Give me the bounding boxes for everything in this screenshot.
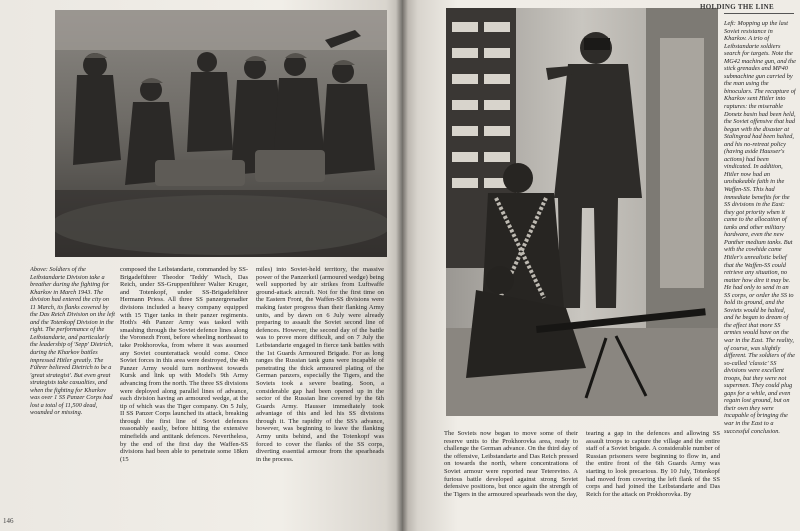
left-body-column-2: miles) into Soviet-held territory, the massive power of the Panzerkeil (armoured wedge) being well supported by air strikes from Luftwaffe ground-attack aircraft. Not for the first time on the Eastern Front, the Waffen-SS divisions were making faster progress than their flanking Army units, and by dawn on 6 July were already preparing to assault the Soviet second line of defences. However, the second day of the battle was to prove more difficult, and on 7 July the Leibstandarte engaged in fierce tank battles with the 1st Guards Armoured Brigade. For as long ranges the Russian tank guns were incapable of penetrating the thick armoured plating of the German panzers, especially the Tigers, and the Soviets took a severe beating. Soon, a considerable gap had been opened up in the sector of the Russian line covered by the 6th Guards Army. Hausser immediately took advantage of this and led his SS divisions through it. The rapidity of the SS's advance, however, was beginning to leave the flanking Army units behind, and the Totenkopf was forced to cover the flanks of the SS corps, diverting essential armour from the spearheads in the process. — [256, 266, 384, 463]
soldiers-resting-photo — [55, 10, 387, 257]
book-gutter — [396, 0, 408, 531]
left-body-column-1: composed the Leibstandarte, commanded by SS-Brigadeführer Theodor 'Teddy' Wisch, Das Reich, under SS-Gruppenführer Walter Kruger, and Totenkopf, under SS-Brigadeführer Hermann Priess. All three SS panzergrenadier divisions included a heavy company equipped with 15 Tiger tanks in their panzer regiments. Hoth's 4th Panzer Army was tasked with smashing through the Soviet defence lines along the Voronezh Front, before wheeling northeast to take Prokhorovka, from where it was assumed any Soviet counterattack would come. Once Soviet forces in this area were destroyed, the 4th Panzer Army would turn northwest towards Kursk and link up with Model's 9th Army advancing from the north. The three SS divisions were deployed along parallel lines of advance, each division having an armoured wedge, at the tip of which was the Tiger company. On 5 July, II SS Panzer Corps launched its attack, breaking through the first line of Soviet defences reasonably easily, before hitting the extensive minefields and antitank defences. Nevertheless, by the end of the first day the Waffen-SS divisions had been able to penetrate some 18km (15 — [120, 266, 248, 463]
running-header: HOLDING THE LINE — [700, 3, 774, 11]
right-page — [402, 0, 800, 531]
right-photo-caption: Left: Mopping up the last Soviet resistance in Kharkov. A trio of Leibstandarte soldiers search for targets. Note the MG42 machine gun, and the stick grenades and MP40 submachine gun carried by the man using the binoculars. The recapture of Kharkov sent Hitler into raptures: the miserable Donetz basin had been held, the Soviet offensive that had begun with the disaster at Stalingrad had been halted, and his no-retreat policy (having aside Hausser's actions) had been vindicated. In addition, Hitler now had an unshakeable faith in the Waffen-SS. This had immediate benefits for the SS divisions in the East: they got priority when it came to the allocation of tanks and other military hardware, even the new Panther medium tanks. But with the cowhide came Hitler's unrealistic belief that the Waffen-SS could retrieve any situation, no matter how dire it may be. He had only to send in an SS corps, or order the SS to hold its ground, and the Soviets would be halted, and he began to dream of the effect that more SS armies would have on the war in the East. The reality, of course, was slightly different. The soldiers of the so-called 'classic' SS divisions were excellent troops, but they were not supermen. They could plug gaps for a while, and even regain lost ground, but on their own they were incapable of bringing the war in the East to a successful conclusion. — [724, 20, 796, 435]
right-body-column-1: The Soviets now began to move some of their reserve units to the Prokhorovka area, ready to challenge the German advance. On the third day of the offensive, Leibstandarte and Das Reich pressed on towards the north, where concentrations of Soviet armour were reported near Teterevino. A furious battle developed against strong Soviet defensive positions, but once again the strength of the Tigers in the armoured spearheads won the day, — [444, 430, 578, 498]
left-photo-caption: Above: Soldiers of the Leibstandarte Division take a breather during the fighting for Kharkov in March 1943. The division had entered the city on 11 March, its flanks covered by the Das Reich Division on the left and the Totenkopf Division in the right. The performance of the Leibstandarte, and particularly the leadership of 'Sepp' Dietrich, during the Kharkov battles impressed Hitler greatly. The Führer believed Dietrich to be a 'great strategist'. But even great strategists take casualties, and when the fighting for Kharkov was over 1 SS Panzer Corps had lost a total of 11,500 dead, wounded or missing. — [30, 266, 115, 417]
right-body-column-2: tearing a gap in the defences and allowing SS assault troops to capture the village and the entire staff of a Soviet brigade. A considerable number of Russian prisoners were beginning to flow in, and the entire front of the 6th Guards Army was starting to look precarious. By 10 July, Totenkopf had moved from covering the left flank of the SS corps and had joined the Leibstandarte and Das Reich for the attack on Prokhorovka. By — [586, 430, 720, 498]
page-number: 146 — [3, 517, 14, 525]
header-rule — [724, 13, 794, 14]
soldiers-mg42-photo — [446, 8, 718, 416]
